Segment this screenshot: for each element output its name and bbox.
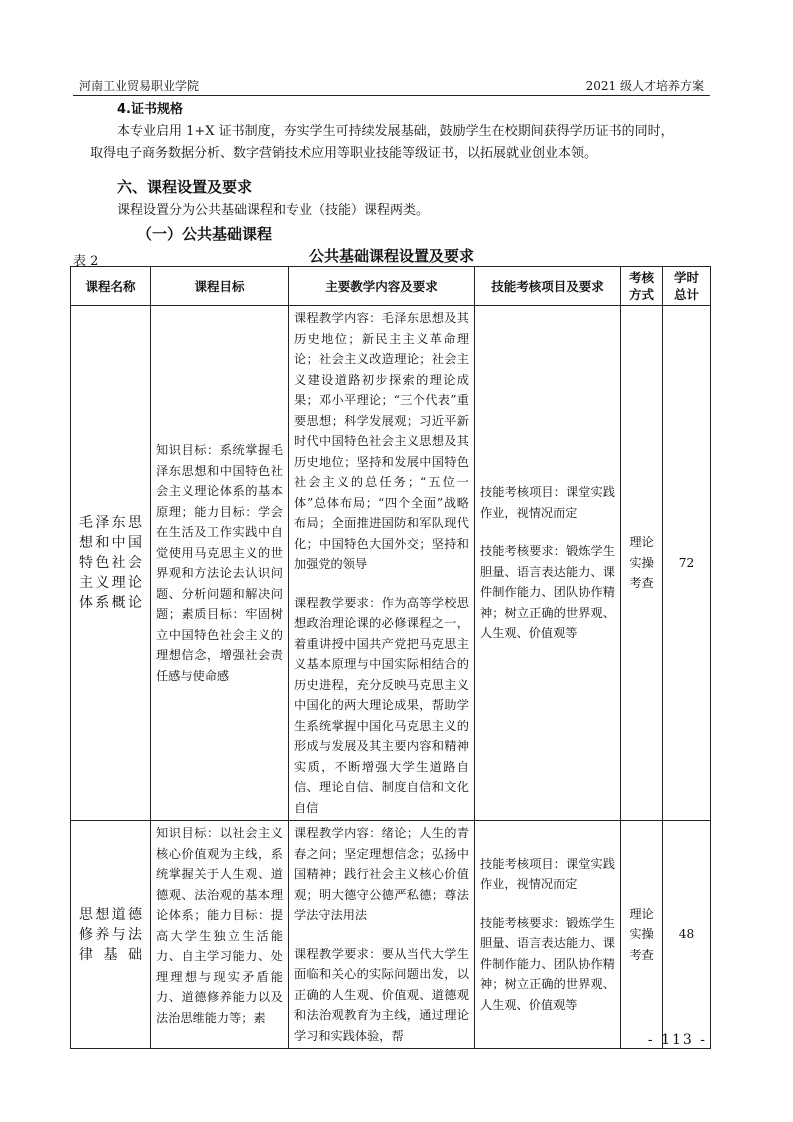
section-4-line1: 本专业启用 1+X 证书制度，夯实学生可持续发展基础，鼓励学生在校期间获得学历证书的同时， — [117, 124, 674, 139]
course-goal: 知识目标：以社会主义核心价值观为主线，系统掌握关于人生观、道德观、法治观的基本理论体系；能力目标：提高大学生独立生活能力、自主学习能力、处理理想与现实矛盾能力、道德修养能力以及法治思维能力等；素 — [151, 821, 289, 1049]
section-6-title: 六、课程设置及要求 — [117, 178, 253, 196]
course-skill — [475, 306, 621, 821]
table-row — [71, 821, 711, 1049]
section-4-line2: 取得电子商务数据分析、数字营销技术应用等职业技能等级证书，以拓展就业创业本领。 — [90, 146, 598, 161]
course-content-p1: 课程教学内容：毛泽东思想及其历史地位；新民主主义革命理论；社会主义改造理论；社会主义建设道路初步探索的理论成果；邓小平理论；“三个代表”重要思想；科学发展观；习近平新时代中国特色社会主义思想及其历史地位；坚持和发展中国特色社会主义的总任务；“五位一体”总体布局；“四个全面”战略布局；全面推进国防和军队现代化；中国特色大国外交；坚持和加强党的领导 — [294, 311, 469, 571]
header-doc-title: 2021 级人才培养方案 — [585, 79, 704, 93]
course-skill-p1: 技能考核项目：课堂实践作业，视情况而定 — [480, 485, 615, 520]
col-header-hours-l1: 学时 — [673, 270, 699, 285]
course-exam: 理论实操考查 — [621, 821, 663, 1049]
course-hours: 48 — [663, 821, 711, 1049]
course-content — [289, 821, 475, 1049]
header-school: 河南工业贸易职业学院 — [79, 79, 200, 93]
page-number: - 113 - — [647, 1032, 707, 1048]
col-header-exam — [621, 267, 663, 306]
course-goal: 知识目标：系统掌握毛泽东思想和中国特色社会主义理论体系的基本原理；能力目标：学会在生活及工作实践中自觉使用马克思主义的世界观和方法论去认识问题、分析问题和解决问题；素质目标：牢固树立中国特色社会主义的理想信念，增强社会责任感与使命感 — [151, 306, 289, 821]
table-row — [71, 306, 711, 821]
section-4-title: 4.证书规格 — [117, 102, 183, 117]
course-skill-p1: 技能考核项目：课堂实践作业，视情况而定 — [480, 856, 615, 892]
course-skill — [475, 821, 621, 1049]
course-content-p2: 课程教学要求：要从当代大学生面临和关心的实际问题出发，以正确的人生观、价值观、道德观和法治观教育为主线，通过理论学习和实践体验，帮 — [294, 946, 469, 1043]
course-skill-p2: 技能考核要求：锻炼学生胆量、语言表达能力、课件制作能力、团队协作精神；树立正确的世界观、人生观、价值观等 — [480, 544, 615, 641]
course-content — [289, 306, 475, 821]
table-header-row — [71, 267, 711, 306]
course-name: 毛泽东思想和中国特色社会主义理论体系概论 — [71, 306, 151, 821]
course-exam: 理论实操考查 — [621, 306, 663, 821]
col-header-content: 主要教学内容及要求 — [289, 267, 475, 306]
course-content-p2: 课程教学要求：作为高等学校思想政治理论课的必修课程之一，着重讲授中国共产党把马克思主义基本原理与中国实际相结合的历史进程，充分反映马克思主义中国化的两大理论成果，帮助学生系统掌握中国化马克思主义的形成与发展及其主要内容和精神实质，不断增强大学生道路自信、理论自信、制度自信和文化自信 — [294, 595, 469, 815]
page-header — [73, 75, 710, 96]
course-name: 思想道德修养与法律基础 — [71, 821, 151, 1049]
col-header-exam-l1: 考核 — [628, 270, 654, 285]
course-hours: 72 — [663, 306, 711, 821]
subsection-1-title: （一）公共基础课程 — [137, 225, 273, 243]
course-content-p1: 课程教学内容：绪论；人生的青春之问；坚定理想信念；弘扬中国精神；践行社会主义核心价值观；明大德守公德严私德；尊法学法守法用法 — [294, 826, 469, 922]
table-label: 表 2 — [73, 254, 99, 269]
col-header-goal: 课程目标 — [151, 267, 289, 306]
col-header-name: 课程名称 — [71, 267, 151, 306]
col-header-hours-l2: 总计 — [673, 287, 699, 302]
course-skill-p2: 技能考核要求：锻炼学生胆量、语言表达能力、课件制作能力、团队协作精神；树立正确的世界观、人生观、价值观等 — [480, 915, 615, 1012]
table-caption: 公共基础课程设置及要求 — [308, 247, 474, 265]
section-6-intro: 课程设置分为公共基础课程和专业（技能）课程两类。 — [117, 203, 430, 218]
col-header-exam-l2: 方式 — [628, 287, 654, 302]
col-header-skill: 技能考核项目及要求 — [475, 267, 621, 306]
col-header-hours — [663, 267, 711, 306]
course-table — [70, 266, 711, 1049]
